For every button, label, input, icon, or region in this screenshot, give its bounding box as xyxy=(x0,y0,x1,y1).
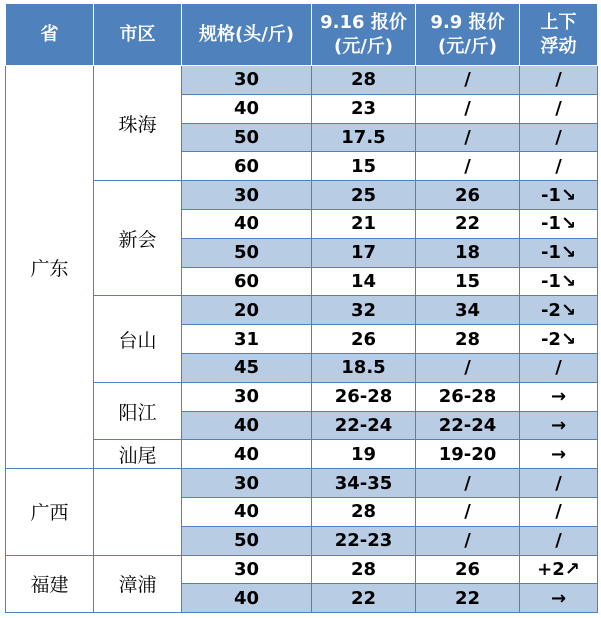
spec-cell: 20 xyxy=(182,296,312,325)
price-0909-cell: 15 xyxy=(416,267,520,296)
change-cell: / xyxy=(520,66,598,95)
city-cell: 阳江 xyxy=(94,382,182,440)
header-spec: 规格(头/斤) xyxy=(182,4,312,66)
spec-cell: 45 xyxy=(182,353,312,382)
price-0916-cell: 22 xyxy=(312,584,416,613)
header-province: 省 xyxy=(6,4,94,66)
city-cell: 汕尾 xyxy=(94,440,182,469)
header-price-0909: 9.9 报价 (元/斤) xyxy=(416,4,520,66)
change-cell: / xyxy=(520,152,598,181)
price-0909-cell: / xyxy=(416,497,520,526)
spec-cell: 50 xyxy=(182,123,312,152)
change-cell: -2↘ xyxy=(520,296,598,325)
province-cell: 广东 xyxy=(6,66,94,469)
spec-cell: 40 xyxy=(182,94,312,123)
change-cell: → xyxy=(520,382,598,411)
price-0909-cell: / xyxy=(416,94,520,123)
change-cell: -1↘ xyxy=(520,209,598,238)
price-0909-cell: 18 xyxy=(416,238,520,267)
change-cell: → xyxy=(520,584,598,613)
change-cell: / xyxy=(520,123,598,152)
change-cell: → xyxy=(520,440,598,469)
price-0916-cell: 17 xyxy=(312,238,416,267)
spec-cell: 60 xyxy=(182,152,312,181)
price-0916-cell: 28 xyxy=(312,497,416,526)
price-0909-cell: 26 xyxy=(416,181,520,210)
price-0909-cell: / xyxy=(416,469,520,498)
table-row xyxy=(6,66,598,95)
spec-cell: 30 xyxy=(182,181,312,210)
table-row xyxy=(6,440,598,469)
change-cell: -1↘ xyxy=(520,238,598,267)
price-0916-cell: 14 xyxy=(312,267,416,296)
price-0909-cell: 26 xyxy=(416,555,520,584)
price-0916-cell: 25 xyxy=(312,181,416,210)
price-0916-cell: 18.5 xyxy=(312,353,416,382)
header-row xyxy=(6,4,598,66)
change-cell: / xyxy=(520,94,598,123)
spec-cell: 40 xyxy=(182,440,312,469)
price-0916-cell: 34-35 xyxy=(312,469,416,498)
price-0916-cell: 19 xyxy=(312,440,416,469)
price-0916-cell: 17.5 xyxy=(312,123,416,152)
header-city: 市区 xyxy=(94,4,182,66)
price-0916-cell: 15 xyxy=(312,152,416,181)
spec-cell: 30 xyxy=(182,469,312,498)
price-0909-cell: / xyxy=(416,353,520,382)
change-cell: / xyxy=(520,497,598,526)
spec-cell: 30 xyxy=(182,66,312,95)
change-cell: / xyxy=(520,526,598,555)
table-row xyxy=(6,181,598,210)
price-0909-cell: 22-24 xyxy=(416,411,520,440)
city-cell: 珠海 xyxy=(94,66,182,181)
price-0916-cell: 21 xyxy=(312,209,416,238)
change-cell: → xyxy=(520,411,598,440)
spec-cell: 50 xyxy=(182,526,312,555)
change-cell: -1↘ xyxy=(520,181,598,210)
spec-cell: 50 xyxy=(182,238,312,267)
price-0909-cell: 22 xyxy=(416,209,520,238)
change-cell: / xyxy=(520,353,598,382)
price-0916-cell: 28 xyxy=(312,66,416,95)
spec-cell: 40 xyxy=(182,209,312,238)
price-0916-cell: 28 xyxy=(312,555,416,584)
header-price-0916: 9.16 报价 (元/斤) xyxy=(312,4,416,66)
province-cell: 福建 xyxy=(6,555,94,613)
price-0909-cell: 22 xyxy=(416,584,520,613)
city-cell: 新会 xyxy=(94,181,182,296)
table-row xyxy=(6,555,598,584)
price-0916-cell: 32 xyxy=(312,296,416,325)
table-row xyxy=(6,469,598,498)
spec-cell: 31 xyxy=(182,325,312,354)
spec-cell: 60 xyxy=(182,267,312,296)
spec-cell: 40 xyxy=(182,411,312,440)
table-row xyxy=(6,296,598,325)
price-table xyxy=(5,3,598,613)
header-change: 上下 浮动 xyxy=(520,4,598,66)
province-cell: 广西 xyxy=(6,469,94,555)
city-cell-empty xyxy=(94,469,182,555)
city-cell: 台山 xyxy=(94,296,182,382)
price-0909-cell: / xyxy=(416,526,520,555)
spec-cell: 30 xyxy=(182,555,312,584)
price-0909-cell: 19-20 xyxy=(416,440,520,469)
price-0909-cell: / xyxy=(416,152,520,181)
price-0916-cell: 26-28 xyxy=(312,382,416,411)
table-row xyxy=(6,382,598,411)
price-0909-cell: 34 xyxy=(416,296,520,325)
price-0916-cell: 22-23 xyxy=(312,526,416,555)
spec-cell: 30 xyxy=(182,382,312,411)
price-0916-cell: 22-24 xyxy=(312,411,416,440)
spec-cell: 40 xyxy=(182,584,312,613)
price-0909-cell: / xyxy=(416,66,520,95)
city-cell: 漳浦 xyxy=(94,555,182,613)
price-0909-cell: / xyxy=(416,123,520,152)
price-0909-cell: 26-28 xyxy=(416,382,520,411)
price-0909-cell: 28 xyxy=(416,325,520,354)
price-0916-cell: 23 xyxy=(312,94,416,123)
change-cell: -2↘ xyxy=(520,325,598,354)
change-cell: +2↗ xyxy=(520,555,598,584)
spec-cell: 40 xyxy=(182,497,312,526)
change-cell: -1↘ xyxy=(520,267,598,296)
price-0916-cell: 26 xyxy=(312,325,416,354)
change-cell: / xyxy=(520,469,598,498)
